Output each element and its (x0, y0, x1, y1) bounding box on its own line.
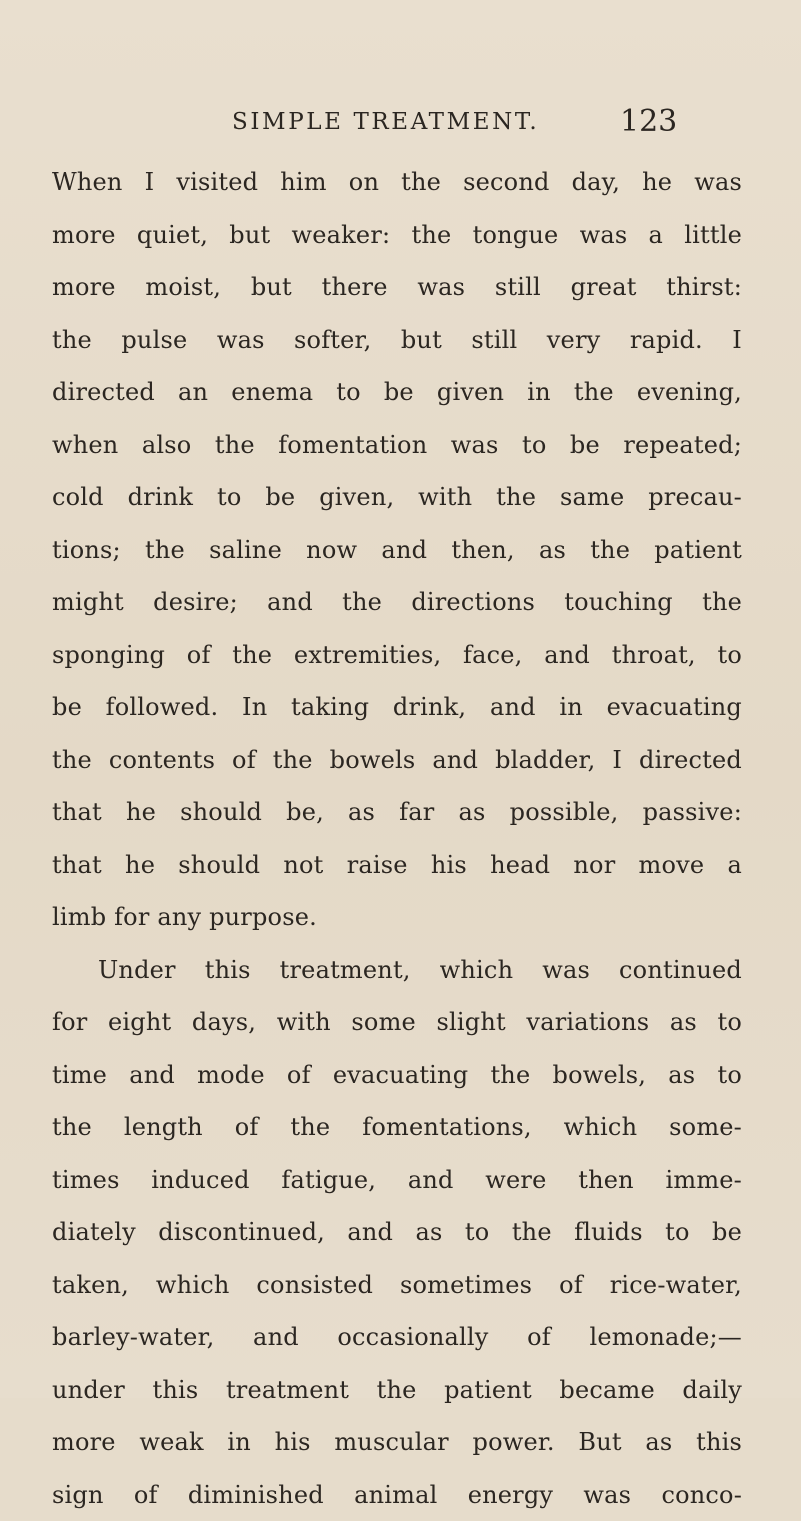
text-line: time and mode of evacuating the bowels, as to (52, 1049, 742, 1102)
text-line: directed an enema to be given in the evening, (52, 366, 742, 419)
text-line: when also the fomentation was to be repeated; (52, 419, 742, 472)
text-line: tions; the saline now and then, as the patient (52, 524, 742, 577)
text-line: When I visited him on the second day, he was (52, 156, 742, 209)
running-head (232, 100, 752, 144)
text-line: cold drink to be given, with the same precau- (52, 471, 742, 524)
text-line: limb for any purpose. (52, 891, 742, 944)
text-line: sign of diminished animal energy was conco- (52, 1469, 742, 1521)
text-line: might desire; and the directions touching the (52, 576, 742, 629)
text-line: be followed. In taking drink, and in evacuating (52, 681, 742, 734)
text-line: that he should be, as far as possible, passive: (52, 786, 742, 839)
text-line: Under this treatment, which was continued (52, 944, 742, 997)
text-line: more moist, but there was still great thirst: (52, 261, 742, 314)
text-line: under this treatment the patient became daily (52, 1364, 742, 1417)
body-text (52, 156, 742, 1521)
text-line: taken, which consisted sometimes of rice-water, (52, 1259, 742, 1312)
text-line: the length of the fomentations, which some- (52, 1101, 742, 1154)
text-line: more quiet, but weaker: the tongue was a little (52, 209, 742, 262)
text-line: sponging of the extremities, face, and throat, to (52, 629, 742, 682)
text-line: for eight days, with some slight variations as to (52, 996, 742, 1049)
text-line: the pulse was softer, but still very rapid. I (52, 314, 742, 367)
text-line: barley-water, and occasionally of lemonade;— (52, 1311, 742, 1364)
running-title: SIMPLE TREATMENT. (232, 100, 539, 144)
page-number: 123 (620, 100, 677, 144)
text-line: diately discontinued, and as to the fluids to be (52, 1206, 742, 1259)
text-line: that he should not raise his head nor move a (52, 839, 742, 892)
text-line: times induced fatigue, and were then imme- (52, 1154, 742, 1207)
text-line: more weak in his muscular power. But as this (52, 1416, 742, 1469)
text-line: the contents of the bowels and bladder, I directed (52, 734, 742, 787)
